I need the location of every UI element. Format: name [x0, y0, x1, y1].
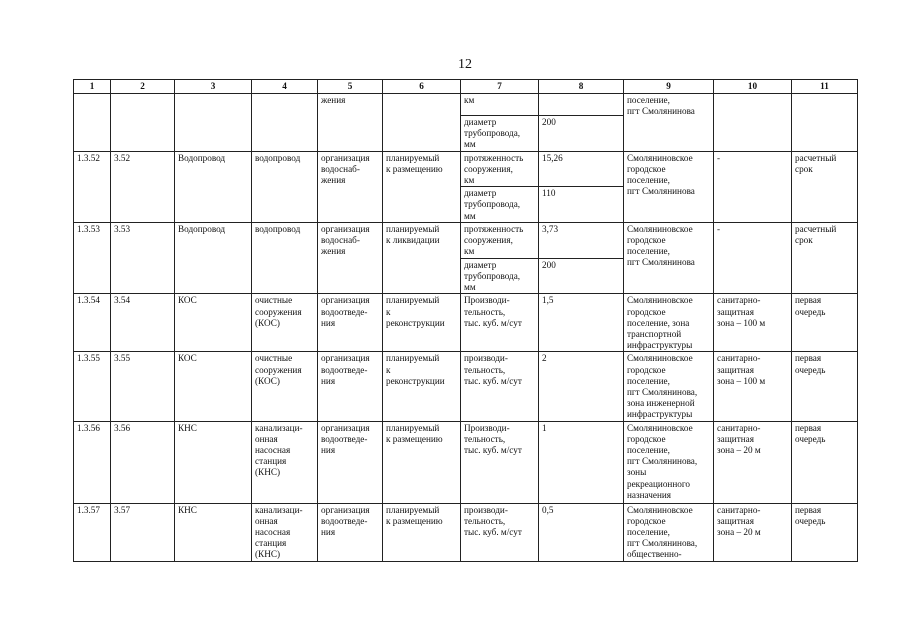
cell-line: Смоляниновское — [627, 422, 693, 433]
cell-number — [74, 94, 111, 152]
cell-line: диаметр — [464, 259, 497, 270]
cell-param-value: 200 — [539, 258, 624, 294]
cell-term — [792, 222, 858, 294]
cell-line: пгт Смолянинова — [627, 186, 695, 197]
cell-line: планируемый — [386, 422, 440, 433]
cell-line: тельность, — [464, 515, 506, 526]
cell-line: к размещению — [386, 515, 443, 526]
cell-line: км — [464, 95, 475, 105]
cell-line: реконструкции — [386, 375, 445, 386]
cell-line: санитарно- — [717, 295, 761, 306]
cell-line: зоны — [627, 467, 647, 478]
cell-line: Смоляниновское — [627, 295, 693, 306]
cell-object: КНС — [175, 503, 252, 561]
cell-param-name — [461, 222, 539, 258]
cell-line: насосная — [255, 527, 291, 538]
cell-param-name — [461, 294, 539, 352]
cell-line: к размещению — [386, 163, 443, 174]
cell-line: планируемый — [386, 223, 440, 234]
cell-code: 3.55 — [111, 352, 175, 421]
column-header-2: 2 — [111, 80, 175, 94]
cell-line: пгт Смолянинова — [627, 257, 695, 268]
cell-term — [792, 294, 858, 352]
cell-line: первая — [795, 295, 822, 306]
cell-line: водоотведе- — [321, 433, 368, 444]
cell-line: насосная — [255, 445, 291, 456]
cell-param-name — [461, 151, 539, 187]
cell-line: пгт Смолянинова, — [627, 456, 698, 467]
cell-line: водоотведе- — [321, 364, 368, 375]
cell-line: организация — [321, 152, 370, 163]
cell-code: 3.54 — [111, 294, 175, 352]
cell-line: (КНС) — [255, 549, 281, 560]
column-header-1: 1 — [74, 80, 111, 94]
cell-param-value: 1,5 — [539, 294, 624, 352]
cell-line: реконструкции — [386, 317, 445, 328]
cell-line: очистные — [255, 353, 293, 364]
cell-zone — [714, 421, 792, 503]
cell-param-value: 2 — [539, 352, 624, 421]
cell-line: мм — [464, 139, 476, 150]
cell-line: зона – 100 м — [717, 375, 766, 386]
cell-purpose — [318, 421, 383, 503]
cell-line: протяженность — [464, 152, 524, 163]
cell-purpose — [318, 503, 383, 561]
cell-param-value: 15,26 — [539, 151, 624, 187]
cell-line: (КОС) — [255, 375, 280, 386]
cell-line: общественно- — [627, 549, 682, 560]
cell-zone — [714, 151, 792, 222]
cell-line: ния — [321, 445, 336, 456]
cell-line: - — [717, 152, 721, 163]
cell-line: водопровод — [255, 223, 301, 234]
cell-object: Водопровод — [175, 151, 252, 222]
cell-line: (КНС) — [255, 467, 281, 478]
cell-location — [624, 503, 714, 561]
cell-line: организация — [321, 504, 370, 515]
cell-line: защитная — [717, 515, 754, 526]
cell-line: организация — [321, 353, 370, 364]
cell-zone — [714, 352, 792, 421]
cell-status — [383, 94, 461, 152]
cell-line: городское — [627, 515, 666, 526]
cell-line: организация — [321, 295, 370, 306]
cell-line: городское — [627, 163, 666, 174]
cell-line: организация — [321, 223, 370, 234]
cell-code: 3.52 — [111, 151, 175, 222]
cell-type — [252, 151, 318, 222]
cell-line: Смоляниновское — [627, 504, 693, 515]
column-header-6: 6 — [383, 80, 461, 94]
cell-line: тыс. куб. м/сут — [464, 527, 522, 538]
cell-location — [624, 151, 714, 222]
cell-purpose — [318, 151, 383, 222]
cell-line: защитная — [717, 306, 754, 317]
cell-line: первая — [795, 504, 822, 515]
cell-line: сооружения, — [464, 163, 513, 174]
cell-type — [252, 294, 318, 352]
cell-line: очистные — [255, 295, 293, 306]
cell-line: (КОС) — [255, 317, 280, 328]
cell-line: станция — [255, 456, 287, 467]
cell-line: пгт Смолянинова, — [627, 387, 698, 398]
cell-param-value: 110 — [539, 187, 624, 223]
cell-line: расчетный — [795, 223, 837, 234]
cell-code: 3.53 — [111, 222, 175, 294]
cell-line: поселение, — [627, 175, 670, 186]
cell-line: рекреационного — [627, 478, 690, 489]
cell-line: поселение, — [627, 95, 670, 105]
cell-line: км — [464, 246, 475, 257]
cell-param-name — [461, 503, 539, 561]
cell-number: 1.3.57 — [74, 503, 111, 561]
cell-line: диаметр — [464, 188, 497, 199]
cell-term — [792, 503, 858, 561]
cell-line: протяженность — [464, 223, 524, 234]
cell-line: тельность, — [464, 306, 506, 317]
cell-line: производи- — [464, 504, 508, 515]
cell-line: трубопровода, — [464, 199, 521, 210]
cell-line: - — [717, 223, 721, 234]
cell-number: 1.3.52 — [74, 151, 111, 222]
cell-location — [624, 222, 714, 294]
cell-line: мм — [464, 210, 476, 221]
cell-line: городское — [627, 235, 666, 246]
cell-location — [624, 421, 714, 503]
table-row — [74, 94, 858, 116]
cell-line: тельность, — [464, 433, 506, 444]
cell-type — [252, 94, 318, 152]
cell-line: тыс. куб. м/сут — [464, 445, 522, 456]
cell-line: городское — [627, 364, 666, 375]
cell-line: пгт Смолянинова — [627, 106, 695, 117]
cell-term — [792, 421, 858, 503]
cell-line: канализаци- — [255, 422, 303, 433]
cell-zone — [714, 294, 792, 352]
cell-line: защитная — [717, 433, 754, 444]
cell-status — [383, 222, 461, 294]
cell-line: зона – 20 м — [717, 527, 761, 538]
cell-line: Смоляниновское — [627, 353, 693, 364]
cell-line: расчетный — [795, 152, 837, 163]
cell-object: Водопровод — [175, 222, 252, 294]
table-row — [74, 352, 858, 421]
cell-line: санитарно- — [717, 422, 761, 433]
cell-line: тыс. куб. м/сут — [464, 317, 522, 328]
cell-line: ния — [321, 375, 336, 386]
cell-line: зона – 100 м — [717, 317, 766, 328]
cell-line: первая — [795, 422, 822, 433]
column-header-11: 11 — [792, 80, 858, 94]
cell-line: зона инженерной — [627, 398, 695, 409]
table-row — [74, 222, 858, 258]
cell-line: водоснаб- — [321, 235, 360, 246]
cell-line: планируемый — [386, 504, 440, 515]
cell-number: 1.3.56 — [74, 421, 111, 503]
cell-line: онная — [255, 515, 278, 526]
cell-status — [383, 352, 461, 421]
cell-line: Смоляниновское — [627, 223, 693, 234]
cell-param-name — [461, 94, 539, 116]
cell-line: тыс. куб. м/сут — [464, 375, 522, 386]
cell-line: поселение, зона — [627, 317, 690, 328]
cell-line: сооружения — [255, 364, 302, 375]
cell-object: КНС — [175, 421, 252, 503]
cell-purpose — [318, 294, 383, 352]
cell-line: очередь — [795, 515, 826, 526]
cell-code: 3.57 — [111, 503, 175, 561]
cell-line: водопровод — [255, 152, 301, 163]
cell-line: поселение, — [627, 246, 670, 257]
cell-purpose — [318, 222, 383, 294]
cell-line: трубопровода, — [464, 271, 521, 282]
cell-line: инфраструктуры — [627, 409, 693, 420]
cell-param-name — [461, 421, 539, 503]
cell-line: онная — [255, 433, 278, 444]
cell-line: к — [386, 306, 391, 317]
cell-purpose — [318, 352, 383, 421]
cell-location — [624, 94, 714, 152]
cell-number: 1.3.54 — [74, 294, 111, 352]
cell-line: ния — [321, 527, 336, 538]
cell-line: транспортной — [627, 329, 682, 340]
cell-location — [624, 352, 714, 421]
cell-number: 1.3.53 — [74, 222, 111, 294]
cell-line: зона – 20 м — [717, 445, 761, 456]
cell-param-value: 3,73 — [539, 222, 624, 258]
cell-line: планируемый — [386, 353, 440, 364]
cell-param-name — [461, 258, 539, 294]
cell-line: санитарно- — [717, 353, 761, 364]
table-row — [74, 294, 858, 352]
page-number: 12 — [458, 57, 472, 72]
column-header-3: 3 — [175, 80, 252, 94]
cell-line: срок — [795, 163, 813, 174]
cell-param-name — [461, 352, 539, 421]
column-header-5: 5 — [318, 80, 383, 94]
cell-line: к размещению — [386, 433, 443, 444]
cell-line: планируемый — [386, 152, 440, 163]
cell-zone — [714, 503, 792, 561]
planning-table — [73, 79, 858, 562]
cell-line: жения — [321, 175, 346, 186]
cell-line: канализаци- — [255, 504, 303, 515]
cell-line: тельность, — [464, 364, 506, 375]
cell-line: городское — [627, 306, 666, 317]
cell-term — [792, 352, 858, 421]
cell-param-value — [539, 94, 624, 116]
table-body — [74, 94, 858, 562]
cell-line: трубопровода, — [464, 128, 521, 139]
cell-line: поселение, — [627, 445, 670, 456]
cell-term — [792, 151, 858, 222]
cell-line: водоснаб- — [321, 163, 360, 174]
cell-line: санитарно- — [717, 504, 761, 515]
cell-purpose — [318, 94, 383, 152]
cell-location — [624, 294, 714, 352]
cell-line: производи- — [464, 353, 508, 364]
cell-line: срок — [795, 235, 813, 246]
cell-term — [792, 94, 858, 152]
cell-line: очередь — [795, 306, 826, 317]
cell-line: Смоляниновское — [627, 152, 693, 163]
cell-line: ния — [321, 317, 336, 328]
cell-line: назначения — [627, 489, 672, 500]
table-row — [74, 503, 858, 561]
cell-line: планируемый — [386, 295, 440, 306]
cell-line: сооружения, — [464, 235, 513, 246]
cell-line: Производи- — [464, 422, 510, 433]
cell-line: инфраструктуры — [627, 340, 693, 351]
cell-line: поселение, — [627, 527, 670, 538]
cell-type — [252, 222, 318, 294]
table-row — [74, 421, 858, 503]
cell-param-name — [461, 187, 539, 223]
column-header-4: 4 — [252, 80, 318, 94]
cell-param-value: 1 — [539, 421, 624, 503]
column-header-7: 7 — [461, 80, 539, 94]
cell-line: к — [386, 364, 391, 375]
column-header-8: 8 — [539, 80, 624, 94]
cell-type — [252, 503, 318, 561]
cell-object — [175, 94, 252, 152]
cell-param-name — [461, 116, 539, 152]
cell-status — [383, 421, 461, 503]
cell-line: жения — [321, 246, 346, 257]
cell-code — [111, 94, 175, 152]
cell-code: 3.56 — [111, 421, 175, 503]
cell-line: мм — [464, 282, 476, 293]
cell-param-value: 0,5 — [539, 503, 624, 561]
cell-line: Производи- — [464, 295, 510, 306]
cell-line: защитная — [717, 364, 754, 375]
cell-line: сооружения — [255, 306, 302, 317]
cell-status — [383, 151, 461, 222]
cell-number: 1.3.55 — [74, 352, 111, 421]
cell-zone — [714, 222, 792, 294]
cell-param-value: 200 — [539, 116, 624, 152]
cell-object: КОС — [175, 352, 252, 421]
cell-type — [252, 352, 318, 421]
table-row — [74, 151, 858, 187]
cell-line: водоотведе- — [321, 306, 368, 317]
cell-status — [383, 294, 461, 352]
cell-type — [252, 421, 318, 503]
cell-status — [383, 503, 461, 561]
header-row — [74, 80, 858, 94]
column-header-9: 9 — [624, 80, 714, 94]
cell-zone — [714, 94, 792, 152]
cell-line: очередь — [795, 433, 826, 444]
cell-line: организация — [321, 422, 370, 433]
cell-line: пгт Смолянинова, — [627, 538, 698, 549]
cell-line: водоотведе- — [321, 515, 368, 526]
cell-object: КОС — [175, 294, 252, 352]
cell-line: очередь — [795, 364, 826, 375]
cell-line: поселение, — [627, 375, 670, 386]
cell-line: к ликвидации — [386, 235, 440, 246]
cell-line: первая — [795, 353, 822, 364]
column-header-10: 10 — [714, 80, 792, 94]
cell-line: городское — [627, 433, 666, 444]
cell-line: жения — [321, 95, 346, 105]
cell-line: станция — [255, 538, 287, 549]
cell-line: диаметр — [464, 117, 497, 127]
cell-line: км — [464, 175, 475, 186]
